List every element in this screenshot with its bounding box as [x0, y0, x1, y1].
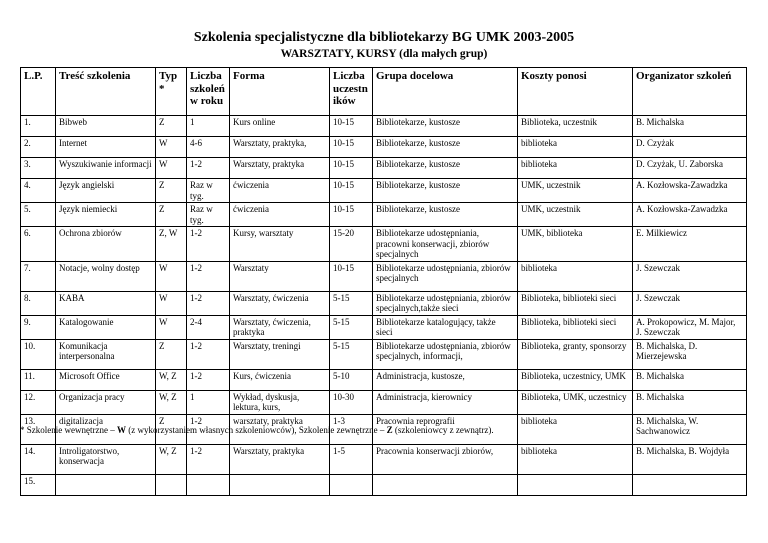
cell-count: 1-2: [187, 339, 230, 369]
cell-form: Warsztaty, ćwiczenia: [230, 291, 330, 315]
cell-organizer: J. Szewczak: [633, 261, 747, 291]
cell-organizer: J. Szewczak: [633, 291, 747, 315]
cell-organizer: B. Michalska, W. Sachwanowicz: [633, 414, 747, 444]
cell-target-group: Bibliotekarze katalogujący, także sieci: [373, 315, 518, 339]
cell-target-group: Bibliotekarze udostępniania, zbiorów specjalnych, informacji,: [373, 339, 518, 369]
cell-costs: UMK, biblioteka: [518, 227, 633, 262]
cell-participants: 1-5: [330, 444, 373, 474]
table-row: [21, 339, 747, 369]
cell-lp: 3.: [21, 158, 56, 179]
cell-participants: 5-10: [330, 369, 373, 390]
cell-participants: 10-15: [330, 261, 373, 291]
table-row: [21, 227, 747, 262]
cell-type: Z, W: [156, 227, 187, 262]
cell-form: Wykład, dyskusja, lektura, kurs,: [230, 390, 330, 414]
cell-costs: Biblioteka, biblioteki sieci: [518, 291, 633, 315]
document-subtitle: WARSZTATY, KURSY (dla małych grup): [280, 48, 488, 60]
header-target-group: Grupa docelowa: [373, 68, 518, 116]
cell-form: ćwiczenia: [230, 179, 330, 203]
cell-target-group: [373, 474, 518, 495]
cell-costs: biblioteka: [518, 158, 633, 179]
header-type: Typ *: [156, 68, 187, 116]
cell-count: Raz w tyg.: [187, 179, 230, 203]
cell-target-group: Bibliotekarze, kustosze: [373, 158, 518, 179]
cell-content: Introligatorstwo, konserwacja: [56, 444, 156, 474]
cell-costs: biblioteka: [518, 444, 633, 474]
cell-costs: Biblioteka, biblioteki sieci: [518, 315, 633, 339]
cell-participants: 10-30: [330, 390, 373, 414]
cell-form: Kurs online: [230, 116, 330, 137]
table-body: [21, 116, 747, 496]
table-row: [21, 203, 747, 227]
cell-count: 4-6: [187, 137, 230, 158]
cell-target-group: Administracja, kierownicy: [373, 390, 518, 414]
cell-organizer: B. Michalska: [633, 369, 747, 390]
cell-target-group: Bibliotekarze, kustosze: [373, 137, 518, 158]
cell-lp: 8.: [21, 291, 56, 315]
cell-costs: Biblioteka, UMK, uczestnicy: [518, 390, 633, 414]
document-title: Szkolenia specjalistyczne dla bibliotekarzy BG UMK 2003-2005: [193, 30, 575, 45]
cell-type: W, Z: [156, 444, 187, 474]
cell-target-group: Bibliotekarze, kustosze: [373, 179, 518, 203]
cell-content: Komunikacja interpersonalna: [56, 339, 156, 369]
cell-participants: 10-15: [330, 158, 373, 179]
cell-content: Język niemiecki: [56, 203, 156, 227]
cell-costs: Biblioteka, uczestnik: [518, 116, 633, 137]
table-row: [21, 291, 747, 315]
cell-participants: 10-15: [330, 116, 373, 137]
cell-organizer: B. Michalska, B. Wojdyła: [633, 444, 747, 474]
header-participants: Liczba uczestn ików: [330, 68, 373, 116]
cell-content: Wyszukiwanie informacji: [56, 158, 156, 179]
cell-costs: Biblioteka, uczestnicy, UMK: [518, 369, 633, 390]
header-form: Forma: [230, 68, 330, 116]
table-row: [21, 179, 747, 203]
cell-organizer: B. Michalska, D. Mierzejewska: [633, 339, 747, 369]
cell-organizer: A. Kozłowska-Zawadzka: [633, 203, 747, 227]
cell-form: Kursy, warsztaty: [230, 227, 330, 262]
cell-count: 1: [187, 390, 230, 414]
cell-count: 1-2: [187, 227, 230, 262]
cell-participants: 5-15: [330, 339, 373, 369]
footnote-z: Z: [386, 425, 393, 435]
cell-costs: Biblioteka, granty, sponsorzy: [518, 339, 633, 369]
cell-target-group: Bibliotekarze udostępniania, zbiorów specjalnych,także sieci: [373, 291, 518, 315]
cell-type: W: [156, 137, 187, 158]
cell-target-group: Bibliotekarze, kustosze: [373, 116, 518, 137]
cell-costs: UMK, uczestnik: [518, 203, 633, 227]
cell-form: Warsztaty, treningi: [230, 339, 330, 369]
table-row: [21, 137, 747, 158]
cell-organizer: D. Czyżak: [633, 137, 747, 158]
header-count: Liczba szkoleń w roku: [187, 68, 230, 116]
cell-lp: 2.: [21, 137, 56, 158]
cell-costs: biblioteka: [518, 137, 633, 158]
footnote-text-3: (szkoleniowcy z zewnątrz).: [392, 425, 494, 435]
table-row: [21, 158, 747, 179]
cell-type: Z: [156, 339, 187, 369]
cell-lp: 15.: [21, 474, 56, 495]
cell-content: Bibweb: [56, 116, 156, 137]
cell-count: 1-2: [187, 291, 230, 315]
cell-count: 2-4: [187, 315, 230, 339]
cell-target-group: Pracownia reprografii: [373, 414, 518, 444]
cell-organizer: B. Michalska: [633, 390, 747, 414]
cell-lp: 7.: [21, 261, 56, 291]
table-row: [21, 116, 747, 137]
header-costs: Koszty ponosi: [518, 68, 633, 116]
cell-participants: [330, 474, 373, 495]
cell-content: [56, 474, 156, 495]
cell-participants: 5-15: [330, 291, 373, 315]
footnote-text-1: * Szkolenie wewnętrzne –: [20, 425, 117, 435]
cell-type: Z: [156, 414, 187, 444]
footnote-text-2: (z wykorzystaniem własnych szkoleniowców), Szkolenie zewnętrzne –: [125, 425, 387, 435]
cell-form: Kurs, ćwiczenia: [230, 369, 330, 390]
cell-participants: 1-3: [330, 414, 373, 444]
cell-content: Internet: [56, 137, 156, 158]
header-lp: L.P.: [21, 68, 56, 116]
cell-target-group: Administracja, kustosze,: [373, 369, 518, 390]
cell-count: Raz w tyg.: [187, 203, 230, 227]
cell-type: W: [156, 315, 187, 339]
cell-organizer: E. Milkiewicz: [633, 227, 747, 262]
table-row: [21, 261, 747, 291]
table-row: [21, 315, 747, 339]
cell-count: 1-2: [187, 158, 230, 179]
table-row: [21, 369, 747, 390]
cell-costs: [518, 474, 633, 495]
cell-type: Z: [156, 116, 187, 137]
cell-form: ćwiczenia: [230, 203, 330, 227]
cell-content: digitalizacja: [56, 414, 156, 444]
header-row: [21, 68, 747, 116]
cell-organizer: [633, 474, 747, 495]
cell-count: [187, 474, 230, 495]
header-content: Treść szkolenia: [56, 68, 156, 116]
cell-target-group: Pracownia konserwacji zbiorów,: [373, 444, 518, 474]
cell-form: Warsztaty, ćwiczenia, praktyka: [230, 315, 330, 339]
cell-costs: biblioteka: [518, 414, 633, 444]
cell-type: Z: [156, 203, 187, 227]
cell-type: W, Z: [156, 369, 187, 390]
cell-content: Katalogowanie: [56, 315, 156, 339]
cell-organizer: B. Michalska: [633, 116, 747, 137]
cell-participants: 15-20: [330, 227, 373, 262]
cell-form: Warsztaty, praktyka: [230, 158, 330, 179]
cell-content: Microsoft Office: [56, 369, 156, 390]
cell-form: Warsztaty, praktyka,: [230, 137, 330, 158]
header-organizer: Organizator szkoleń: [633, 68, 747, 116]
cell-form: Warsztaty, praktyka: [230, 444, 330, 474]
footnote-w: W: [116, 425, 126, 435]
cell-organizer: A. Kozłowska-Zawadzka: [633, 179, 747, 203]
cell-lp: 14.: [21, 444, 56, 474]
cell-lp: 9.: [21, 315, 56, 339]
cell-content: Organizacja pracy: [56, 390, 156, 414]
cell-lp: 12.: [21, 390, 56, 414]
cell-count: 1-2: [187, 261, 230, 291]
cell-content: KABA: [56, 291, 156, 315]
cell-lp: 1.: [21, 116, 56, 137]
cell-lp: 4.: [21, 179, 56, 203]
cell-form: [230, 474, 330, 495]
cell-form: warsztaty, praktyka: [230, 414, 330, 444]
table-row: [21, 444, 747, 474]
cell-target-group: Bibliotekarze udostępniania, pracowni konserwacji, zbiorów specjalnych: [373, 227, 518, 262]
cell-count: 1-2: [187, 444, 230, 474]
cell-content: Notacje, wolny dostęp: [56, 261, 156, 291]
cell-organizer: A. Prokopowicz, M. Major, J. Szewczak: [633, 315, 747, 339]
cell-lp: 11.: [21, 369, 56, 390]
cell-participants: 10-15: [330, 203, 373, 227]
cell-lp: 13.: [21, 414, 56, 444]
cell-target-group: Bibliotekarze udostępniania, zbiorów specjalnych: [373, 261, 518, 291]
cell-lp: 10.: [21, 339, 56, 369]
cell-costs: biblioteka: [518, 261, 633, 291]
cell-content: Język angielski: [56, 179, 156, 203]
footnote: [20, 425, 494, 435]
cell-participants: 10-15: [330, 137, 373, 158]
cell-organizer: D. Czyżak, U. Zaborska: [633, 158, 747, 179]
cell-type: W: [156, 261, 187, 291]
cell-type: W, Z: [156, 390, 187, 414]
cell-count: 1-2: [187, 414, 230, 444]
cell-count: 1: [187, 116, 230, 137]
cell-content: Ochrona zbiorów: [56, 227, 156, 262]
cell-type: W: [156, 158, 187, 179]
cell-type: [156, 474, 187, 495]
cell-costs: UMK, uczestnik: [518, 179, 633, 203]
cell-lp: 6.: [21, 227, 56, 262]
cell-participants: 5-15: [330, 315, 373, 339]
cell-lp: 5.: [21, 203, 56, 227]
cell-count: 1-2: [187, 369, 230, 390]
cell-target-group: Bibliotekarze, kustosze: [373, 203, 518, 227]
table-row: [21, 474, 747, 495]
cell-participants: 10-15: [330, 179, 373, 203]
cell-type: Z: [156, 179, 187, 203]
cell-type: W: [156, 291, 187, 315]
table-row: [21, 390, 747, 414]
cell-form: Warsztaty: [230, 261, 330, 291]
